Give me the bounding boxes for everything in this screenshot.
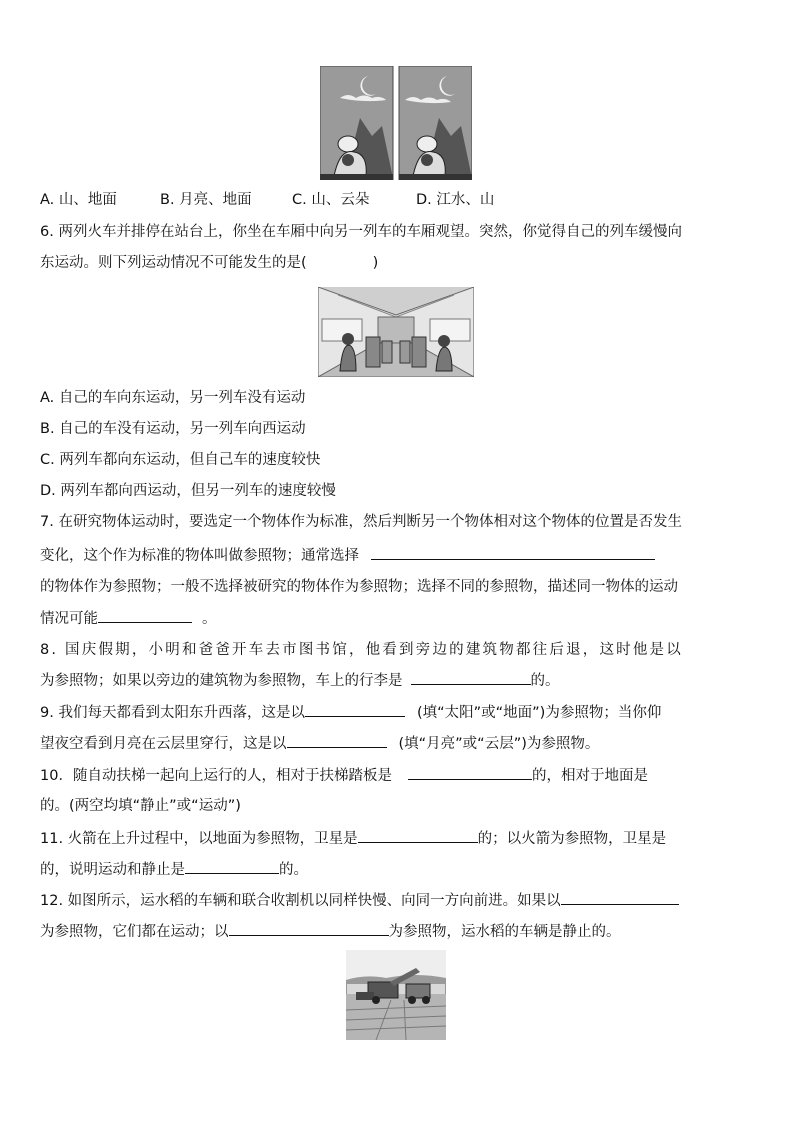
q7-answer-blank-2[interactable] <box>98 608 192 623</box>
q6-stem-line2: 东运动。则下列运动情况不可能发生的是( ) <box>40 255 379 271</box>
q11-stem-line1: 11. 火箭在上升过程中，以地面为参照物，卫星是 的；以火箭为参照物，卫星是 <box>40 828 666 849</box>
train-interior-figure <box>318 287 474 377</box>
figure-panel-right <box>399 66 472 180</box>
moon-poet-figure <box>320 66 472 180</box>
q7-stem-line3: 的物体作为参照物；一般不选择被研究的物体作为参照物；选择不同的参照物，描述同一物体的运动 <box>40 579 678 595</box>
q5-option-c: C. 山、云朵 <box>292 192 370 208</box>
q6-option-b: B. 自己的车没有运动，另一列车向西运动 <box>40 421 306 437</box>
q7-stem-line1: 7. 在研究物体运动时，要选定一个物体作为标准，然后判断另一个物体相对这个物体的位置是否发生 <box>40 514 682 530</box>
q12-answer-blank-2[interactable] <box>229 921 389 936</box>
q9-answer-blank-2[interactable] <box>287 733 387 748</box>
q8-stem-line1: 8. 国庆假期，小明和爸爸开车去市图书馆，他看到旁边的建筑物都往后退，这时他是以 <box>40 642 683 658</box>
harvester-field-figure <box>346 950 446 1040</box>
q8-answer-blank[interactable] <box>411 670 531 685</box>
q11-answer-blank-1[interactable] <box>358 828 478 843</box>
q6-stem-line1: 6. 两列火车并排停在站台上，你坐在车厢中向另一列车的车厢观望。突然，你觉得自己的列车缓慢向 <box>40 224 682 240</box>
q5-option-d: D. 江水、山 <box>416 192 495 208</box>
q10-answer-blank-1[interactable] <box>408 765 532 780</box>
q5-option-a: A. 山、地面 <box>40 192 117 208</box>
q12-answer-blank-1[interactable] <box>561 890 679 905</box>
figure-panel-left <box>320 66 393 180</box>
q6-option-a: A. 自己的车向东运动，另一列车没有运动 <box>40 390 306 406</box>
q10-stem-line1: 10．随自动扶梯一起向上运行的人，相对于扶梯踏板是 的，相对于地面是 <box>40 765 648 786</box>
q12-stem-line1: 12. 如图所示，运水稻的车辆和联合收割机以同样快慢、向同一方向前进。如果以 <box>40 890 679 911</box>
q12-stem-line2: 为参照物，它们都在运动；以 为参照物，运水稻的车辆是静止的。 <box>40 921 621 942</box>
q5-options <box>40 190 494 210</box>
q9-stem-line1: 9. 我们每天都看到太阳东升西落，这是以 (填“太阳”或“地面”)为参照物；当你仰 <box>40 702 661 723</box>
q7-stem-line2: 变化，这个作为标准的物体叫做参照物；通常选择 <box>40 545 655 566</box>
q11-stem-line2: 的，说明运动和静止是 的。 <box>40 859 308 880</box>
q11-answer-blank-2[interactable] <box>185 859 279 874</box>
q9-answer-blank-1[interactable] <box>305 702 405 717</box>
q10-stem-line2: 的。(两空均填“静止”或“运动”) <box>40 798 241 814</box>
q6-option-d: D. 两列车都向西运动，但另一列车的速度较慢 <box>40 483 336 499</box>
q7-stem-line4: 情况可能 。 <box>40 608 217 629</box>
q9-stem-line2: 望夜空看到月亮在云层里穿行，这是以 (填“月亮”或“云层”)为参照物。 <box>40 733 599 754</box>
q5-option-b: B. 月亮、地面 <box>160 192 252 208</box>
q7-answer-blank-1[interactable] <box>371 545 655 560</box>
q6-option-c: C. 两列车都向东运动，但自己车的速度较快 <box>40 452 321 468</box>
q8-stem-line2: 为参照物；如果以旁边的建筑物为参照物，车上的行李是 的。 <box>40 670 560 691</box>
